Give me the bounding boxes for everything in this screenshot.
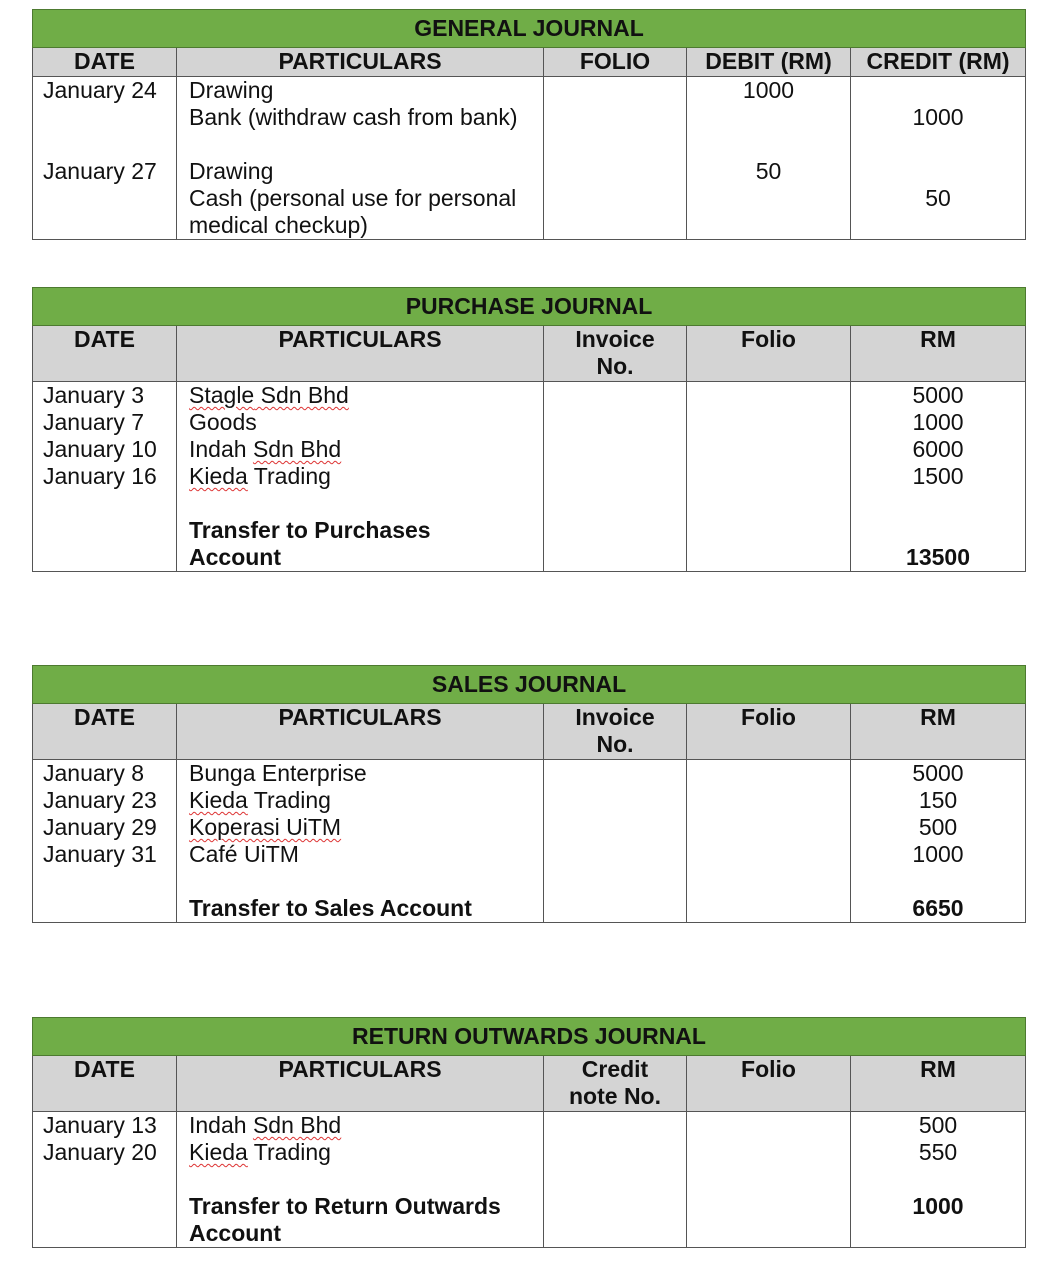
customer-name: Koperasi UiTM (189, 814, 342, 840)
entry-date: January 7 (43, 409, 145, 435)
entry-date: January 20 (43, 1139, 157, 1165)
sales-journal-table (32, 665, 1026, 923)
header-particulars: PARTICULARS (177, 1056, 544, 1112)
header-particulars: PARTICULARS (177, 48, 544, 77)
transfer-label: Account (189, 1220, 281, 1246)
entry-date: January 23 (43, 787, 157, 813)
table-row (33, 760, 1026, 923)
header-folio: Folio (687, 326, 851, 382)
entry-date: January 24 (43, 77, 157, 103)
header-date: DATE (33, 48, 177, 77)
amount: 500 (918, 814, 958, 840)
entry-date: January 10 (43, 436, 157, 462)
table-row (33, 1112, 1026, 1248)
amount: 1000 (912, 841, 964, 867)
purchase-journal-table (32, 287, 1026, 572)
amount: 150 (918, 787, 958, 813)
entry-date: January 16 (43, 463, 157, 489)
folio-cell (687, 1112, 851, 1248)
entry-account: Bank (withdraw cash from bank) (189, 104, 518, 130)
header-date: DATE (33, 704, 177, 760)
return-outwards-journal-table (32, 1017, 1026, 1248)
table-row (33, 382, 1026, 572)
return-outwards-journal-title: RETURN OUTWARDS JOURNAL (33, 1018, 1026, 1056)
header-no-label: No. (596, 731, 634, 757)
header-rm: RM (851, 326, 1026, 382)
header-rm: RM (851, 1056, 1026, 1112)
header-no-label: No. (596, 353, 634, 379)
transfer-label: Account (189, 544, 281, 570)
supplier-name: Indah Sdn Bhd (189, 1112, 342, 1138)
entry-date: January 8 (43, 760, 145, 786)
entry-account: medical checkup) (189, 212, 368, 238)
header-credit-note-no (544, 1056, 687, 1112)
entry-account: Drawing (189, 77, 274, 103)
entry-account: Cash (personal use for personal (189, 185, 517, 211)
header-credit-label: Credit (581, 1056, 649, 1082)
entry-date: January 29 (43, 814, 157, 840)
header-invoice-no (544, 326, 687, 382)
folio-cell (687, 760, 851, 923)
header-debit: DEBIT (RM) (687, 48, 851, 77)
entry-date: January 27 (43, 158, 157, 184)
invoice-cell (544, 382, 687, 572)
general-journal-title: GENERAL JOURNAL (33, 10, 1026, 48)
header-invoice-label: Invoice (575, 704, 655, 730)
header-invoice-label: Invoice (575, 326, 655, 352)
credit-amount: 50 (925, 185, 951, 211)
entry-date: January 3 (43, 382, 145, 408)
customer-name: Café UiTM (189, 841, 299, 867)
header-date: DATE (33, 1056, 177, 1112)
sales-journal-title: SALES JOURNAL (33, 666, 1026, 704)
invoice-cell (544, 760, 687, 923)
amount: 6000 (912, 436, 964, 462)
table-row (33, 77, 1026, 240)
header-folio: FOLIO (544, 48, 687, 77)
amount: 1000 (912, 409, 964, 435)
header-folio: Folio (687, 704, 851, 760)
amount: 550 (918, 1139, 958, 1165)
amount: 1500 (912, 463, 964, 489)
transfer-label: Transfer to Sales Account (189, 895, 472, 921)
purchase-journal-title: PURCHASE JOURNAL (33, 288, 1026, 326)
header-folio: Folio (687, 1056, 851, 1112)
total-amount: 1000 (912, 1193, 964, 1219)
amount: 5000 (912, 382, 964, 408)
header-particulars: PARTICULARS (177, 326, 544, 382)
header-invoice-no (544, 704, 687, 760)
total-amount: 6650 (912, 895, 964, 921)
customer-name: Bunga Enterprise (189, 760, 367, 786)
supplier-name: Indah Sdn Bhd (189, 436, 342, 462)
debit-amount: 50 (755, 158, 782, 184)
entry-date: January 13 (43, 1112, 157, 1138)
debit-amount: 1000 (742, 77, 795, 103)
supplier-name: Kieda Trading (189, 463, 331, 489)
header-date: DATE (33, 326, 177, 382)
folio-cell (544, 77, 687, 240)
header-note-no-label: note No. (569, 1083, 661, 1109)
header-credit: CREDIT (RM) (851, 48, 1026, 77)
transfer-label: Transfer to Purchases (189, 517, 431, 543)
amount: 500 (918, 1112, 958, 1138)
credit-note-cell (544, 1112, 687, 1248)
customer-name: Kieda Trading (189, 787, 331, 813)
total-amount: 13500 (906, 544, 971, 570)
header-rm: RM (851, 704, 1026, 760)
supplier-name: Goods (189, 409, 257, 435)
credit-amount: 1000 (912, 104, 964, 130)
transfer-label: Transfer to Return Outwards (189, 1193, 501, 1219)
entry-date: January 31 (43, 841, 157, 867)
supplier-name: Stagle Sdn Bhd (189, 382, 349, 408)
entry-account: Drawing (189, 158, 274, 184)
general-journal-table (32, 9, 1026, 240)
folio-cell (687, 382, 851, 572)
header-particulars: PARTICULARS (177, 704, 544, 760)
amount: 5000 (912, 760, 964, 786)
supplier-name: Kieda Trading (189, 1139, 331, 1165)
